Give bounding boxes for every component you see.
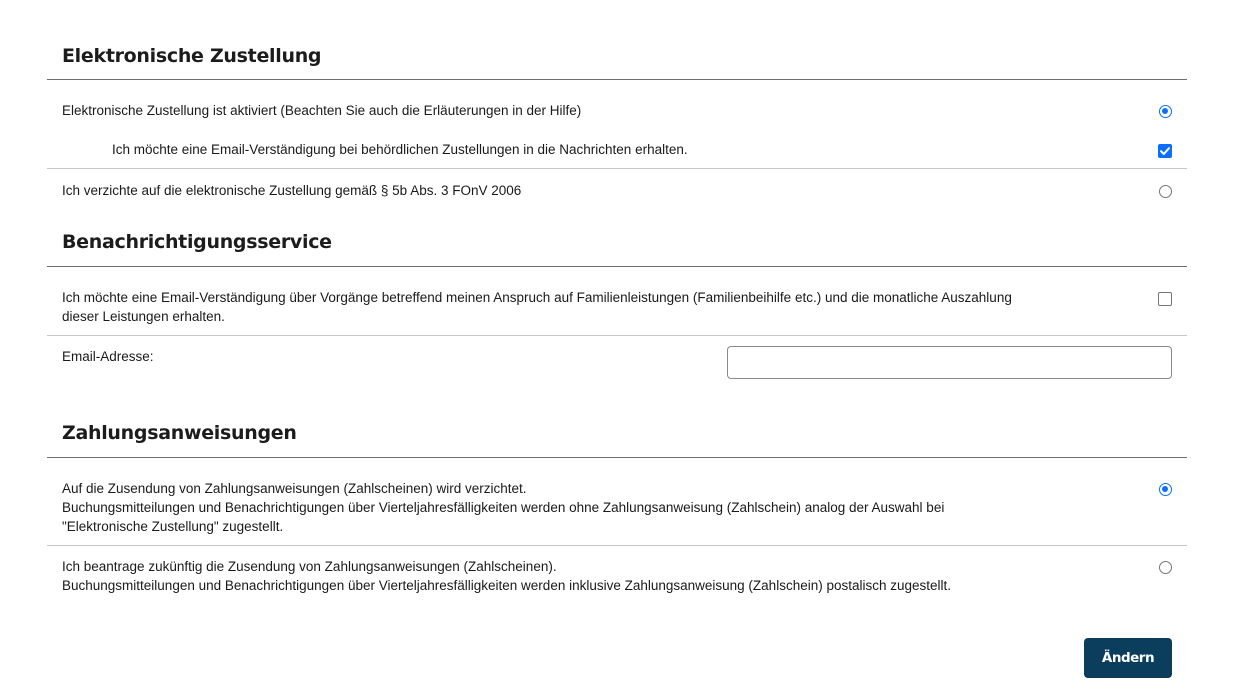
checkbox-benachrichtigung-email[interactable]: [1158, 292, 1172, 306]
radio-zahlung-waive[interactable]: [1159, 483, 1172, 496]
option-benachrichtigung-email-label: [62, 267, 1172, 326]
option-zahlung-request-line2: Buchungsmitteilungen und Benachrichtigungen über Vierteljahresfälligkeiten werden inklusive Zahlungsanweisung (Zahlschein) postalisch zugestellt.: [62, 578, 952, 593]
option-zahlung-waive-line1: Auf die Zusendung von Zahlungsanweisungen (Zahlscheinen) wird verzichtet.: [62, 481, 527, 496]
section-title-zahlung: Zahlungsanweisungen: [62, 422, 297, 444]
email-address-label: Email-Adresse:: [62, 349, 154, 364]
option-zustellung-waive-label: Ich verzichte auf die elektronische Zustellung gemäß § 5b Abs. 3 FOnV 2006: [62, 183, 522, 198]
email-address-row: [47, 336, 1187, 389]
option-zustellung-email-label: Ich möchte eine Email-Verständigung bei behördlichen Zustellungen in die Nachrichten erhalten.: [112, 142, 688, 157]
option-benachrichtigung-email-row[interactable]: [47, 267, 1187, 336]
option-zahlung-request-line1: Ich beantrage zukünftig die Zusendung von Zahlungsanweisungen (Zahlscheinen).: [62, 559, 557, 574]
option-zustellung-active-row[interactable]: [47, 80, 1187, 119]
option-benachrichtigung-email-line1: Ich möchte eine Email-Verständigung über Vorgänge betreffend meinen Anspruch auf Familienleistungen (Familienbeihilfe etc.) und die monatliche Auszahlung: [62, 290, 1012, 305]
option-zustellung-waive-row[interactable]: [47, 169, 1187, 209]
option-zahlung-waive-line3: "Elektronische Zustellung" zugestellt.: [62, 519, 284, 534]
radio-zahlung-request[interactable]: [1159, 561, 1172, 574]
radio-zustellung-active[interactable]: [1159, 105, 1172, 118]
section-benachrichtigungsservice: [47, 209, 1187, 389]
aendern-button[interactable]: Ändern: [1084, 638, 1172, 678]
option-benachrichtigung-email-line2: dieser Leistungen erhalten.: [62, 309, 225, 324]
option-zustellung-active-label: Elektronische Zustellung ist aktiviert (Beachten Sie auch die Erläuterungen in der Hilfe): [62, 103, 582, 118]
section-elektronische-zustellung: [47, 0, 1187, 209]
option-zustellung-email-row[interactable]: [47, 119, 1187, 169]
settings-form: [47, 0, 1187, 606]
section-title-zustellung: Elektronische Zustellung: [62, 45, 322, 67]
section-title-benachrichtigung: Benachrichtigungsservice: [62, 231, 332, 253]
radio-zustellung-waive[interactable]: [1159, 185, 1172, 198]
email-address-input[interactable]: [727, 346, 1172, 379]
section-zahlungsanweisungen: [47, 389, 1187, 606]
checkbox-zustellung-email[interactable]: [1158, 144, 1172, 158]
option-zahlung-waive-line2: Buchungsmitteilungen und Benachrichtigungen über Vierteljahresfälligkeiten werden ohne Zahlungsanweisung (Zahlschein) analog der Auswahl bei: [62, 500, 945, 515]
option-zahlung-request-row[interactable]: [47, 546, 1187, 606]
option-zahlung-request-label: [62, 546, 1172, 595]
checkmark-icon: [1158, 144, 1172, 158]
option-zahlung-waive-label: [62, 458, 1172, 536]
option-zahlung-waive-row[interactable]: [47, 458, 1187, 546]
